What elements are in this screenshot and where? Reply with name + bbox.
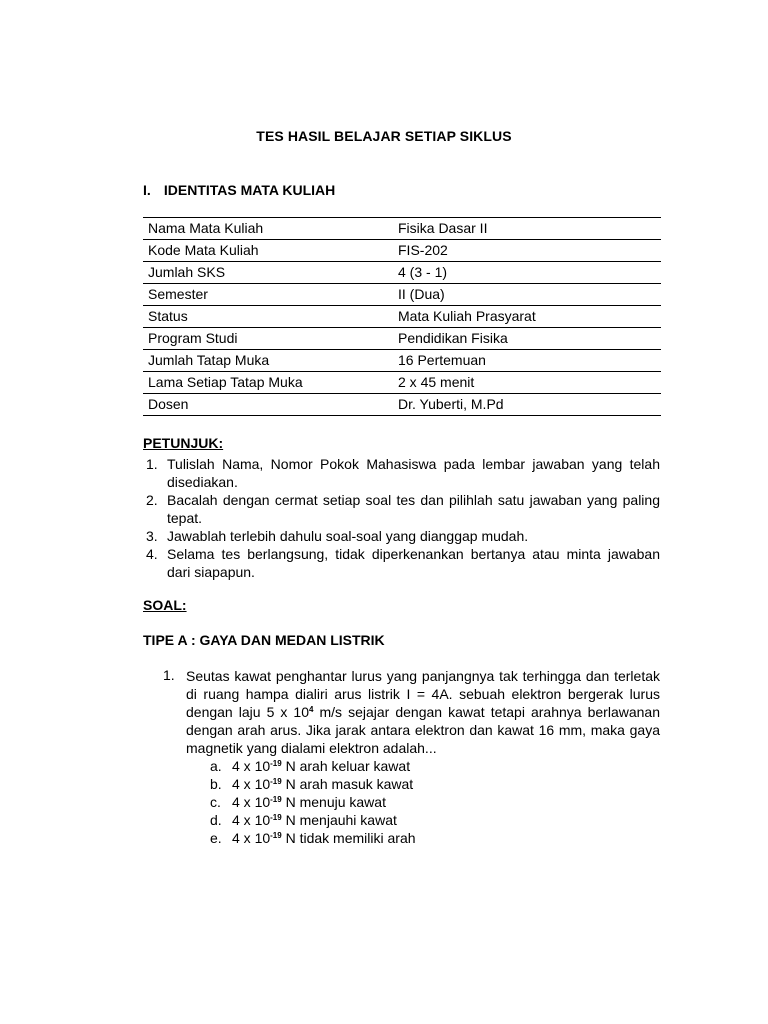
row-value: 2 x 45 menit <box>393 372 661 394</box>
question-text-part1: Seutas kawat penghantar lurus yang panjangnya tak terhingga dan terletak di ruang hampa dialiri arus listrik I = 4A. sebuah elektron bergerak lurus dengan laju 5 x 10 <box>186 668 660 720</box>
row-label: Jumlah Tatap Muka <box>143 350 393 372</box>
answer-option-a <box>210 757 660 775</box>
section-identitas-heading <box>143 182 335 198</box>
option-base: 4 x 10 <box>232 812 271 828</box>
list-item <box>143 455 660 491</box>
table-row <box>143 394 661 416</box>
row-value: II (Dua) <box>393 284 661 306</box>
item-text: Selama tes berlangsung, tidak diperkenankan bertanya atau minta jawaban dari siapapun. <box>167 546 660 580</box>
answer-option-e <box>210 829 660 847</box>
section-number: I. <box>143 182 151 198</box>
question-1 <box>163 667 660 847</box>
option-exponent: -19 <box>270 777 282 786</box>
answer-options <box>210 757 660 847</box>
option-text: N menuju kawat <box>281 794 386 810</box>
row-label: Nama Mata Kuliah <box>143 218 393 240</box>
option-exponent: -19 <box>270 813 282 822</box>
option-letter: a. <box>210 758 222 774</box>
identity-table <box>143 217 661 416</box>
table-row <box>143 350 661 372</box>
answer-option-b <box>210 775 660 793</box>
row-value: Fisika Dasar II <box>393 218 661 240</box>
option-text: N arah keluar kawat <box>281 758 411 774</box>
option-base: 4 x 10 <box>232 830 271 846</box>
option-exponent: -19 <box>270 759 282 768</box>
row-value: Pendidikan Fisika <box>393 328 661 350</box>
option-letter: b. <box>210 776 222 792</box>
table-row <box>143 284 661 306</box>
list-item <box>143 545 660 581</box>
item-text: Tulislah Nama, Nomor Pokok Mahasiswa pada lembar jawaban yang telah disediakan. <box>167 456 660 490</box>
row-value: Mata Kuliah Prasyarat <box>393 306 661 328</box>
option-text: N menjauhi kawat <box>281 812 397 828</box>
row-value: FIS-202 <box>393 240 661 262</box>
row-value: 16 Pertemuan <box>393 350 661 372</box>
option-base: 4 x 10 <box>232 776 271 792</box>
row-label: Program Studi <box>143 328 393 350</box>
item-number: 4. <box>146 546 158 562</box>
option-base: 4 x 10 <box>232 758 271 774</box>
item-number: 1. <box>146 456 158 472</box>
row-label: Jumlah SKS <box>143 262 393 284</box>
table-row <box>143 240 661 262</box>
question-text <box>186 667 660 757</box>
table-row <box>143 372 661 394</box>
question-text-part2: m/s sejajar dengan kawat tetapi arahnya berlawanan dengan arah arus. Jika jarak antara elektron dan kawat 16 mm, maka gaya magnetik yang dialami elektron adalah... <box>186 704 660 756</box>
row-value: Dr. Yuberti, M.Pd <box>393 394 661 416</box>
document-title: TES HASIL BELAJAR SETIAP SIKLUS <box>256 128 512 144</box>
option-letter: d. <box>210 812 222 828</box>
tipe-heading: TIPE A : GAYA DAN MEDAN LISTRIK <box>143 632 385 648</box>
instruction-list <box>143 455 660 581</box>
row-label: Dosen <box>143 394 393 416</box>
table-row <box>143 306 661 328</box>
question-exponent: 4 <box>309 705 314 714</box>
item-number: 2. <box>146 492 158 508</box>
row-label: Lama Setiap Tatap Muka <box>143 372 393 394</box>
item-number: 3. <box>146 528 158 544</box>
option-exponent: -19 <box>270 795 282 804</box>
table-row <box>143 218 661 240</box>
question-number: 1. <box>163 667 175 683</box>
list-item <box>143 491 660 527</box>
petunjuk-heading: PETUNJUK: <box>143 435 224 451</box>
option-text: N arah masuk kawat <box>281 776 414 792</box>
item-text: Jawablah terlebih dahulu soal-soal yang dianggap mudah. <box>167 528 529 544</box>
row-value: 4 (3 - 1) <box>393 262 661 284</box>
option-letter: e. <box>210 830 222 846</box>
list-item <box>143 527 660 545</box>
table-row <box>143 262 661 284</box>
table-row <box>143 328 661 350</box>
row-label: Status <box>143 306 393 328</box>
section-heading-text: IDENTITAS MATA KULIAH <box>163 182 336 198</box>
row-label: Kode Mata Kuliah <box>143 240 393 262</box>
answer-option-c <box>210 793 660 811</box>
option-text: N tidak memiliki arah <box>281 830 416 846</box>
option-letter: c. <box>210 794 221 810</box>
answer-option-d <box>210 811 660 829</box>
item-text: Bacalah dengan cermat setiap soal tes dan pilihlah satu jawaban yang paling tepat. <box>167 492 660 526</box>
option-base: 4 x 10 <box>232 794 271 810</box>
row-label: Semester <box>143 284 393 306</box>
soal-heading: SOAL: <box>143 597 187 613</box>
option-exponent: -19 <box>270 831 282 840</box>
